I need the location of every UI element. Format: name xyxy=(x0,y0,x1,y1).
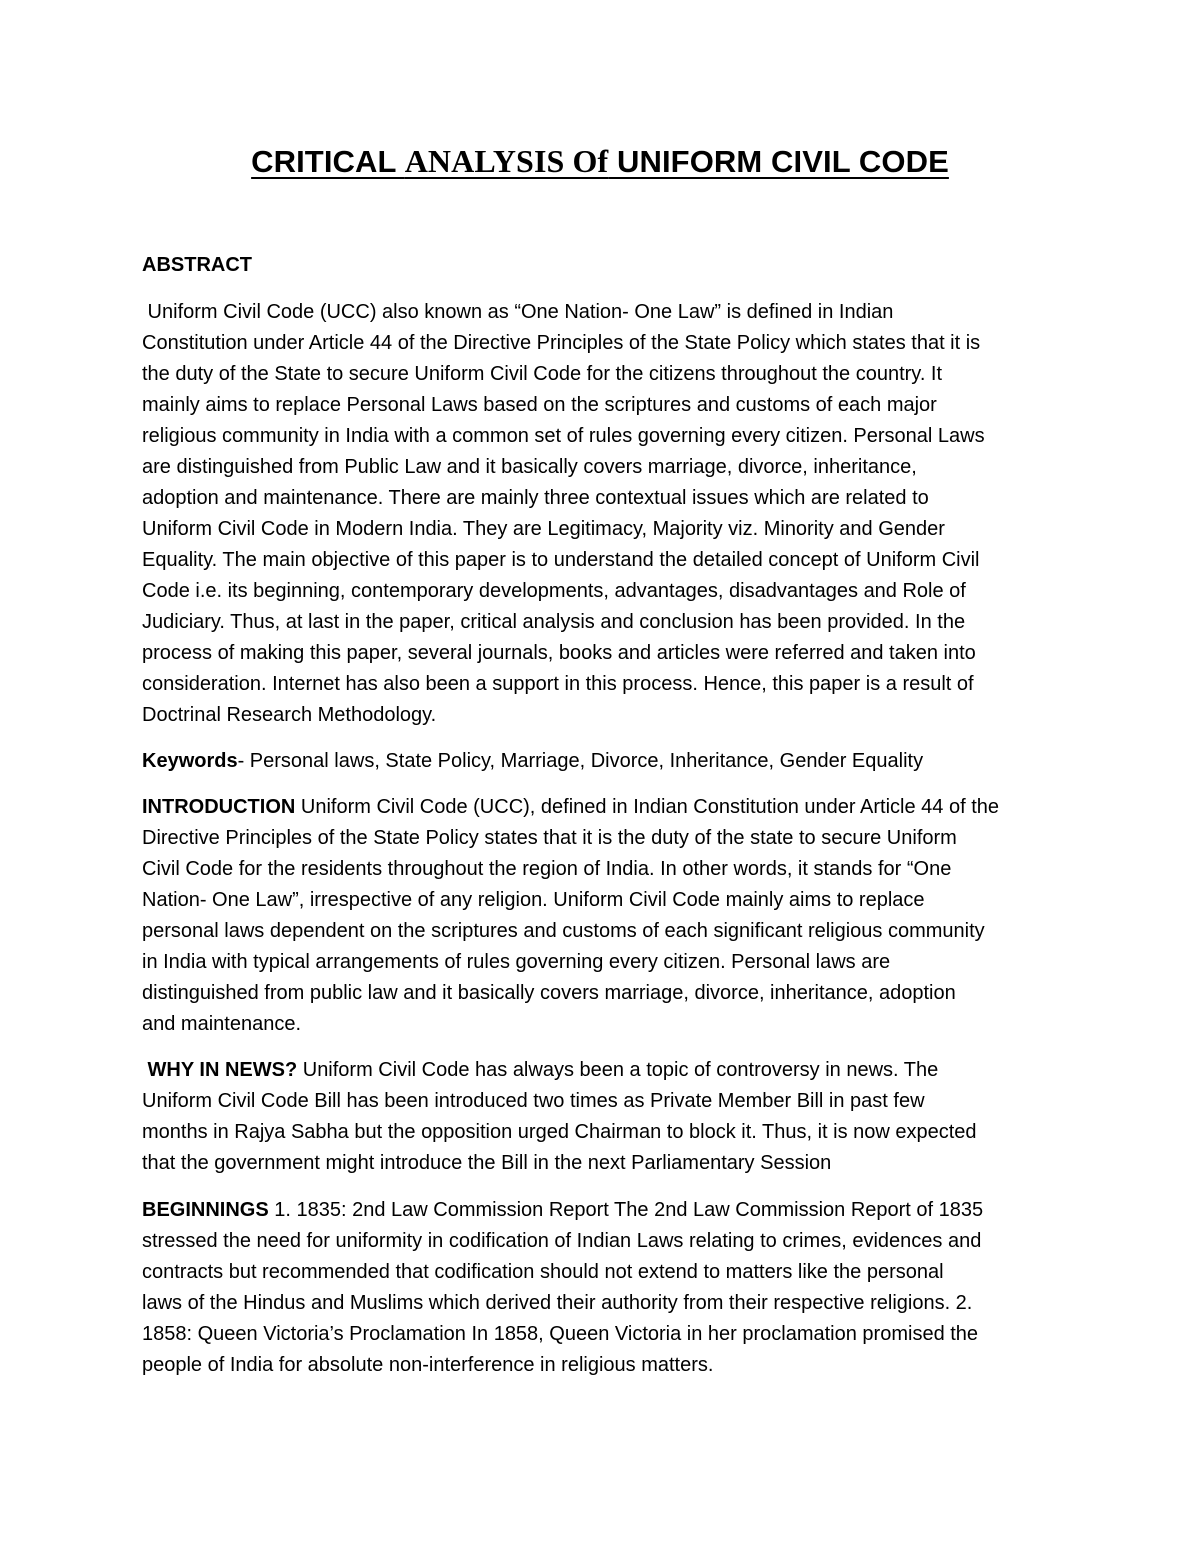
abstract-line: mainly aims to replace Personal Laws based on the scriptures and customs of each major xyxy=(142,394,937,416)
why-in-news-paragraph xyxy=(142,1055,1082,1179)
introduction-line: Directive Principles of the State Policy states that it is the duty of the state to secure Uniform xyxy=(142,827,957,849)
introduction-line: distinguished from public law and it basically covers marriage, divorce, inheritance, adoption xyxy=(142,982,956,1004)
introduction-line: personal laws dependent on the scriptures and customs of each significant religious community xyxy=(142,920,985,942)
keywords-text: - Personal laws, State Policy, Marriage, Divorce, Inheritance, Gender Equality xyxy=(237,750,924,772)
abstract-heading: ABSTRACT xyxy=(142,254,252,276)
abstract-line: Judiciary. Thus, at last in the paper, critical analysis and conclusion has been provided. In the xyxy=(142,611,966,633)
beginnings-line: stressed the need for uniformity in codification of Indian Laws relating to crimes, evidences and xyxy=(142,1230,982,1252)
beginnings-line: 1858: Queen Victoria’s Proclamation In 1858, Queen Victoria in her proclamation promised the xyxy=(142,1323,979,1345)
beginnings-first: 1. 1835: 2nd Law Commission Report The 2nd Law Commission Report of 1835 xyxy=(268,1199,984,1221)
abstract-line: Equality. The main objective of this paper is to understand the detailed concept of Uniform Civil xyxy=(142,549,980,571)
keywords-label: Keywords xyxy=(142,750,238,772)
abstract-line: consideration. Internet has also been a support in this process. Hence, this paper is a result of xyxy=(142,673,974,695)
abstract-line: process of making this paper, several journals, books and articles were referred and taken into xyxy=(142,642,976,664)
beginnings-line: contracts but recommended that codification should not extend to matters like the personal xyxy=(142,1261,944,1283)
title-part-3: UNIFORM CIVIL CODE xyxy=(608,144,949,179)
abstract-line: adoption and maintenance. There are mainly three contextual issues which are related to xyxy=(142,487,929,509)
keywords-line xyxy=(142,746,1082,777)
abstract-line: are distinguished from Public Law and it basically covers marriage, divorce, inheritance, xyxy=(142,456,917,478)
abstract-line: religious community in India with a common set of rules governing every citizen. Personal Laws xyxy=(142,425,985,447)
introduction-first: Uniform Civil Code (UCC), defined in Indian Constitution under Article 44 of the xyxy=(295,796,999,818)
why-in-news-line: that the government might introduce the Bill in the next Parliamentary Session xyxy=(142,1152,832,1174)
abstract-line: the duty of the State to secure Uniform Civil Code for the citizens throughout the country. It xyxy=(142,363,943,385)
introduction-line: and maintenance. xyxy=(142,1013,302,1035)
introduction-line: Nation- One Law”, irrespective of any religion. Uniform Civil Code mainly aims to replace xyxy=(142,889,925,911)
why-in-news-label: WHY IN NEWS? xyxy=(142,1059,298,1081)
beginnings-paragraph xyxy=(142,1195,1082,1381)
why-in-news-line: Uniform Civil Code Bill has been introduced two times as Private Member Bill in past few xyxy=(142,1090,925,1112)
why-in-news-first: Uniform Civil Code has always been a topic of controversy in news. The xyxy=(297,1059,939,1081)
document-title xyxy=(0,143,1200,180)
title-part-1: CRITICAL xyxy=(251,144,405,179)
why-in-news-line: months in Rajya Sabha but the opposition urged Chairman to block it. Thus, it is now expected xyxy=(142,1121,977,1143)
introduction-line: in India with typical arrangements of rules governing every citizen. Personal laws are xyxy=(142,951,891,973)
introduction-line: Civil Code for the residents throughout the region of India. In other words, it stands for “One xyxy=(142,858,952,880)
abstract-paragraph xyxy=(142,297,1082,731)
introduction-label: INTRODUCTION xyxy=(142,796,296,818)
abstract-line: Uniform Civil Code in Modern India. They are Legitimacy, Majority viz. Minority and Gender xyxy=(142,518,945,540)
title-part-2: ANALYSIS Of xyxy=(404,143,609,179)
introduction-paragraph xyxy=(142,792,1082,1040)
abstract-line: Code i.e. its beginning, contemporary developments, advantages, disadvantages and Role of xyxy=(142,580,966,602)
beginnings-label: BEGINNINGS xyxy=(142,1199,269,1221)
abstract-line: Uniform Civil Code (UCC) also known as “One Nation- One Law” is defined in Indian xyxy=(142,301,894,323)
keywords-paragraph xyxy=(142,746,1082,777)
beginnings-line xyxy=(142,1195,1082,1226)
beginnings-line: people of India for absolute non-interference in religious matters. xyxy=(142,1354,714,1376)
beginnings-line: laws of the Hindus and Muslims which derived their authority from their respective religions. 2. xyxy=(142,1292,973,1314)
abstract-line: Constitution under Article 44 of the Directive Principles of the State Policy which states that it is xyxy=(142,332,981,354)
why-in-news-line xyxy=(142,1055,1082,1086)
introduction-line xyxy=(142,792,1082,823)
abstract-line: Doctrinal Research Methodology. xyxy=(142,704,437,726)
